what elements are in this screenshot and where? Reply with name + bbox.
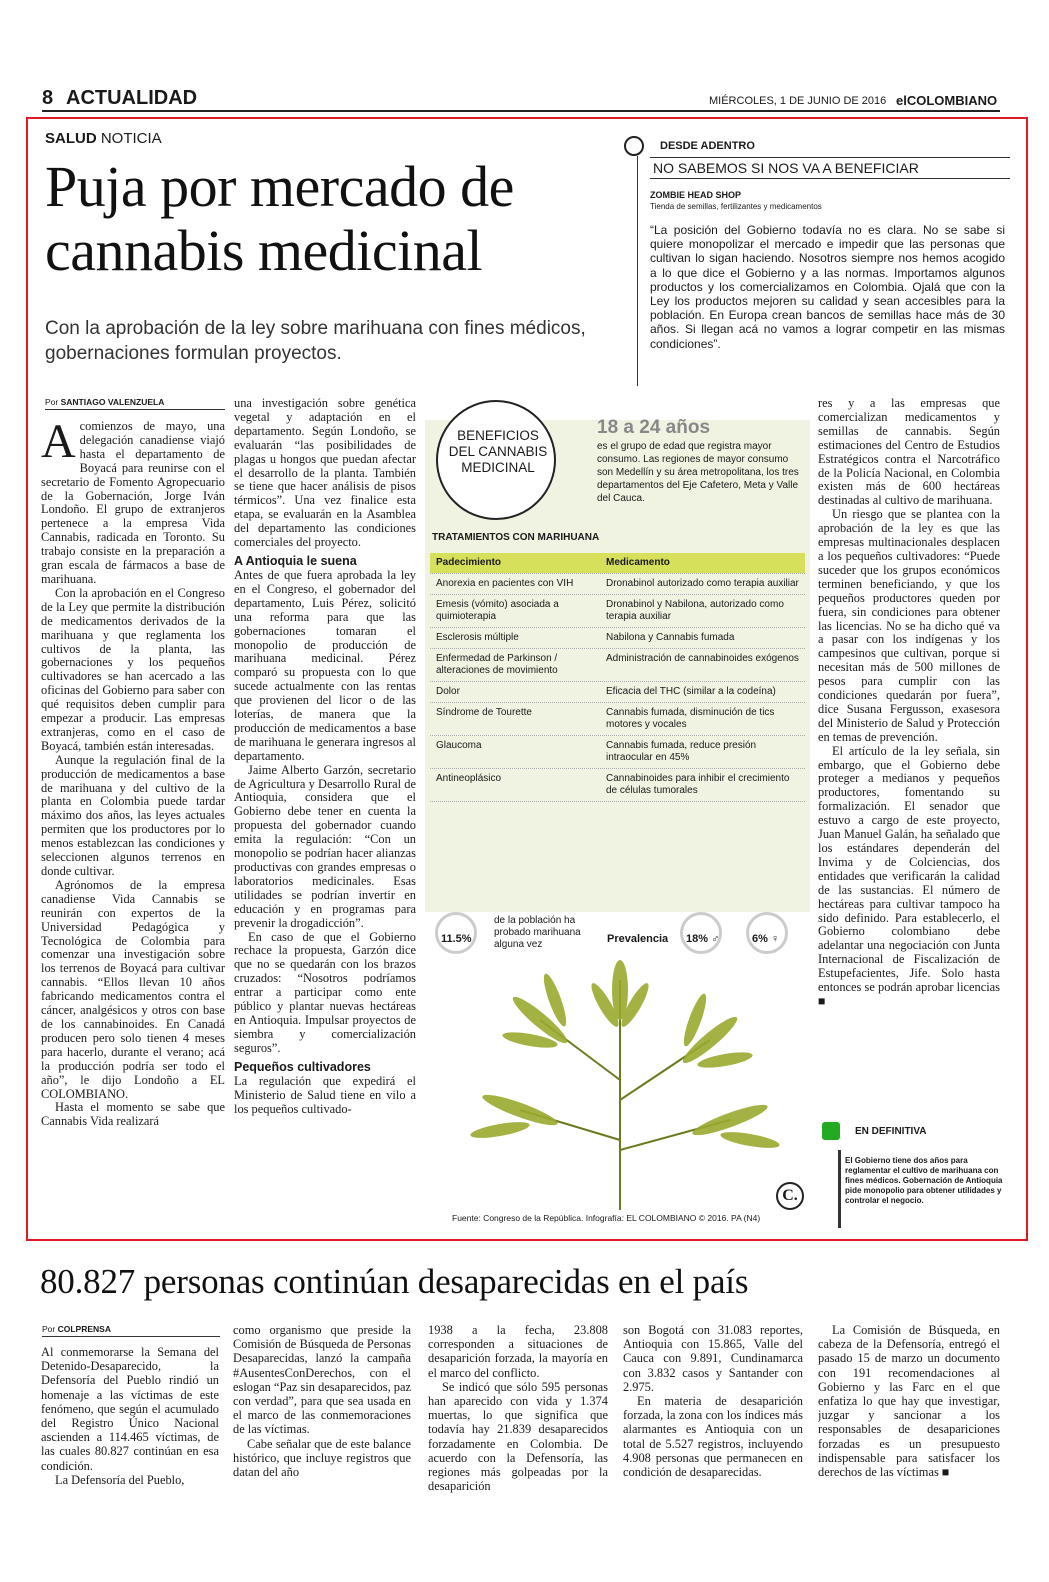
prevalence-female: 6% ♀ (752, 933, 780, 945)
column-header: Padecimiento (430, 553, 600, 573)
kicker-type: NOTICIA (100, 130, 162, 147)
prevalence-male: 18% ♂ (686, 933, 720, 945)
article2-byline (42, 1324, 111, 1334)
summary-icon (822, 1122, 840, 1140)
article-column-2 (234, 397, 416, 1228)
article-byline (45, 397, 164, 407)
treatments-title: TRATAMIENTOS CON MARIHUANA (432, 532, 600, 543)
cannabis-plant-illustration (430, 960, 800, 1210)
age-description: es el grupo de edad que registra mayor consumo. Las regiones de mayor consumo son Medellín y su área metropolitana, los tres departamentos del Eje Cafetero, Meta y Valle del Cauca. (597, 441, 799, 504)
newspaper-brand: elCOLOMBIANO (896, 93, 998, 108)
article-kicker (45, 130, 162, 147)
medication-cell: Cannabis fumada, reduce presión intraocular en 45% (606, 740, 757, 763)
table-row (430, 703, 805, 736)
paragraph: La regulación que expedirá el Ministerio de Salud tiene en vilo a los pequeños cultivado- (234, 1073, 416, 1116)
article-column-4 (818, 397, 1000, 1107)
medication-cell: Administración de cannabinoides exógenos (606, 653, 799, 664)
table-row (430, 574, 805, 595)
sidebar-source-name: ZOMBIE HEAD SHOP (650, 190, 742, 200)
summary-tag: EN DEFINITIVA (855, 1126, 927, 1137)
article2-column-3 (428, 1323, 608, 1515)
edition-date: MIÉRCOLES, 1 DE JUNIO DE 2016 (709, 95, 887, 107)
paragraph: res y a las empresas que comercializan medicamentos y semillas de cannabis. Según estimaciones del Centro de Estudios Estratégicos contra el Narcotráfico de la Policía Nacional, en Colombia existen más de 600 hectáreas destinadas al cultivo de marihuana. (818, 397, 1000, 508)
person-icon (624, 136, 644, 156)
table-row (430, 736, 805, 769)
subhead: A Antioquia le suena (234, 553, 357, 568)
paragraph: Al conmemorarse la Semana del Detenido-Desaparecido, la Defensoría del Pueblo rindió un homenaje a las víctimas de este fenómeno, que según el acumulado del Registro Único Nacional ascienden a 114.465 víctimas, de las cuales 80.827 continúan en esa condición. (41, 1345, 219, 1473)
paragraph: una investigación sobre genética vegetal y adaptación en el departamento. Según Londoño, se evaluarán “las posibilidades de plagas u hongos que puedan afectar el desarrollo de la planta. También se tiene que hacer análisis de pisos térmicos”. Una vez finalice esta etapa, se evaluarán en la Asamblea del departamento las condiciones comerciales del proyecto. (234, 397, 416, 550)
table-row (430, 682, 805, 703)
drop-cap: A (41, 420, 76, 468)
paragraph: 1938 a la fecha, 23.808 corresponden a situaciones de desaparición forzada, la mayoría en el marco del conflicto. (428, 1323, 608, 1380)
prevalence-label: Prevalencia (607, 933, 669, 945)
subhead: Pequeños cultivadores (234, 1059, 371, 1074)
byline-author: COLPRENSA (57, 1324, 111, 1334)
table-header (430, 553, 805, 574)
paragraph: como organismo que preside la Comisión de Búsqueda de Personas Desaparecidas, lanzó la campaña #AusentesConDerechos, con el eslogan “Paz sin desaparecidos, paz con verdad”, para que sea usada en el marco de las conmemoraciones de las víctimas. (233, 1323, 411, 1437)
article2-column-1 (41, 1345, 219, 1515)
kicker-section: SALUD (45, 130, 97, 147)
byline-author: SANTIAGO VALENZUELA (60, 397, 165, 407)
section-name: ACTUALIDAD (66, 87, 198, 109)
article-headline: Puja por mercado de cannabis medicinal (45, 154, 514, 283)
stat-description: de la población ha probado marihuana alguna vez (494, 915, 581, 950)
condition-cell: Emesis (vómito) asociada a quimioterapia (436, 599, 559, 622)
medication-cell: Dronabinol y Nabilona, autorizado como terapia auxiliar (606, 599, 784, 622)
sidebar-rule (637, 156, 638, 386)
paragraph: son Bogotá con 31.083 reportes, Antioquia con 15.865, Valle del Cauca con 9.891, Cundinamarca con 3.832 casos y Santander con 2.975. (623, 1323, 803, 1394)
medication-cell: Cannabinoides para inhibir el crecimiento de células tumorales (606, 773, 790, 796)
paragraph: En caso de que el Gobierno rechace la propuesta, Garzón dice que no se quedarán con los brazos cruzados: “Nosotros podríamos entrar a participar como ente público y plantar nuevas hectáreas en Antioquia. Impulsar proyectos de siembra y comercialización seguros”. (234, 929, 416, 1055)
byline-prefix: Por (42, 1324, 56, 1334)
article-deck: Con la aprobación de la ley sobre marihuana con fines médicos, gobernaciones formulan proyectos. (45, 318, 586, 364)
sidebar-tag: DESDE ADENTRO (660, 140, 755, 152)
page-number: 8 (42, 87, 54, 109)
sidebar-title: NO SABEMOS SI NOS VA A BENEFICIAR (650, 157, 1010, 179)
article-column-1 (41, 420, 225, 1228)
summary-text: El Gobierno tiene dos años para reglamentar el cultivo de marihuana con fines médicos. Gobernación de Antioquia pide monopolio para obtener utilidades y controlar el negocio. (838, 1150, 1018, 1228)
benefits-title: BENEFICIOS DEL CANNABIS MEDICINAL (448, 428, 548, 475)
table-row (430, 595, 805, 628)
paragraph: La Defensoría del Pueblo, (55, 1472, 185, 1487)
table-row (430, 649, 805, 682)
column-header: Medicamento (600, 553, 805, 573)
medication-cell: Nabilona y Cannabis fumada (606, 632, 735, 643)
paragraph: Se indicó que sólo 595 personas han aparecido con vida y 1.374 muertas, lo que significa que todavía hay 21.839 desaparecidos forzadamente en Colombia. De acuerdo con la Defensoría, las regiones más golpeadas por la desaparición (428, 1379, 608, 1494)
condition-cell: Síndrome de Tourette (436, 707, 532, 718)
medication-cell: Eficacia del THC (similar a la codeína) (606, 686, 776, 697)
condition-cell: Esclerosis múltiple (436, 632, 519, 643)
paragraph: Hasta el momento se sabe que Cannabis Vida realizará (41, 1100, 225, 1129)
condition-cell: Glaucoma (436, 740, 482, 751)
paragraph: Antes de que fuera aprobada la ley en el Congreso, el gobernador del departamento, Luis Pérez, solicitó una reforma para que las gobernaciones tomaran el monopolio de producción de marihuana medicinal. Pérez comparó su propuesta con lo que sucede actualmente con las rentas que provienen del licor o de las loterías, de manera que la producción de medicamentos a base de marihuana le generara ingresos al departamento. (234, 567, 416, 763)
paragraph: En materia de desaparición forzada, la zona con los índices más alarmantes es Antioquia con un total de 5.527 registros, incluyendo 4.908 personas que permanecen en condición de desaparecidas. (623, 1394, 803, 1480)
table-row (430, 769, 805, 802)
paragraph: Jaime Alberto Garzón, secretario de Agricultura y Desarrollo Rural de Antioquia, considera que el Gobierno debe tener en cuenta la propuesta del gobernador cuando emita la regulación: “Con un monopolio se podrían hacer alianzas productivas con grandes empresas o laboratorios medicinales. Esas utilidades se podrían invertir en educación y en programas para prevenir la drogadicción”. (234, 762, 416, 930)
paragraph: Aunque la regulación final de la producción de medicamentos a base de marihuana y del cultivo de la planta en Colombia puede tardar máximo dos años, las leyes actuales permiten que los productores por lo menos establezcan las condiciones y seleccionen algunos terrenos en donde cultivar. (41, 752, 225, 878)
sidebar-quote: “La posición del Gobierno todavía no es clara. No se sabe si quiere monopolizar el mercado e impedir que las personas que cultivan lo sigan haciendo. Nosotros siempre nos hemos acogido a lo que dice el Gobierno y a las normas. Importamos algunos productos y los comercializamos en Colombia. Ojalá que con la Ley los productos mejoren su calidad y sean accesibles para la población. En Europa crean bancos de semillas hace más de 30 años. Si llegan acá no vamos a lograr competir en las mismas condiciones”. (650, 223, 1005, 351)
table-row (430, 628, 805, 649)
article2-column-4 (623, 1323, 803, 1515)
byline-rule (42, 1336, 220, 1337)
medication-cell: Cannabis fumada, disminución de tics motores y vocales (606, 707, 775, 730)
paragraph: Acomienzos de mayo, una delegación canadiense viajó hasta el departamento de Boyacá para reunirse con el secretario de Fomento Agropecuario de la Gobernación, Jorge Iván Londoño. El grupo de extranjeros pertenece a la empresa Vida Cannabis, radicada en Toronto. Su trabajo consiste en la preparación a gran escala de fármacos a base de marihuana. (41, 420, 225, 586)
condition-cell: Enfermedad de Parkinson / alteraciones de movimiento (436, 653, 558, 676)
medication-cell: Dronabinol autorizado como terapia auxiliar (606, 578, 799, 589)
article2-column-2 (233, 1323, 411, 1515)
paragraph: Un riesgo que se plantea con la aprobación de la ley es que las empresas multinacionales desplacen a los pequeños cultivadores: “Puede suceder que los grupos económicos terminen beneficiando, y que los pequeños productores queden por fuera, sin condiciones para obtener las licencias. No se ha dicho qué va a pasar con los indígenas y los campesinos que cultivan, porque si necesitan más de 500 millones de pesos para cumplir con las condiciones quedarán por fuera”, dice Susana Fergusson, exasesora del Ministerio de Salud y Protección en temas de prevención. (818, 507, 1000, 744)
paragraph: Cabe señalar que de este balance histórico, que incluye registros que datan del año (233, 1436, 411, 1480)
article2-headline: 80.827 personas continúan desaparecidas en el país (40, 1262, 749, 1301)
paragraph: Agrónomos de la empresa canadiense Vida Cannabis se reunirán con expertos de la Universidad Pedagógica y Tecnológica de Colombia para comenzar una investigación sobre los terrenos de Boyacá para cultivar cannabis. “Ellos llevan 10 años fabricando medicamentos contra el cáncer, analgésicos y otros con base de los cannabinoides. En Canadá producen pero solo tienen 4 meses para hacerlo, durante el verano; acá la producción podría ser todo el año”, le dijo Londoño a EL COLOMBIANO. (41, 877, 225, 1101)
treatments-table (430, 553, 805, 802)
condition-cell: Anorexia en pacientes con VIH (436, 578, 574, 589)
condition-cell: Antineoplásico (436, 773, 502, 784)
infographic-source: Fuente: Congreso de la República. Infografía: EL COLOMBIANO © 2016. PA (N4) (452, 1213, 761, 1223)
condition-cell: Dolor (436, 686, 460, 697)
paragraph: El artículo de la ley señala, sin embargo, que el Gobierno debe proteger a medianos y pequeños productores, fomentando su formalización. El senador que estuvo a cargo de este proyecto, Juan Manuel Galán, ha señalado que los estándares dependerán del Invima y de Colciencias, dos entidades que verificarán la calidad de las sustancias. El número de hectáreas para cultivar tampoco ha sido definido. Para establecerlo, el Gobierno colombiano debe adelantar una negociación con Junta Internacional de Fiscalización de Estupefacientes, Jife. Solo hasta entonces se podrán aprobar licencias ■ (818, 743, 1000, 1008)
age-range: 18 a 24 años (597, 417, 711, 438)
byline-prefix: Por (45, 397, 59, 407)
stat-percentage: 11.5% (441, 933, 472, 945)
newspaper-logo-icon: C. (776, 1182, 804, 1210)
article2-column-5 (818, 1323, 1000, 1515)
table-body (430, 574, 805, 802)
paragraph: Con la aprobación en el Congreso de la Ley que permite la distribución de medicamentos derivados de la marihuana y que reglamenta los cultivos de la planta, las gobernaciones y los pequeños cultivadores se han acercado a las oficinas del Gobierno para saber con qué requisitos deben cumplir para empezar a producir. Las empresas extranjeras, como en el caso de Boyacá, también están interesadas. (41, 585, 225, 753)
paragraph: La Comisión de Búsqueda, en cabeza de la Defensoría, entregó el pasado 15 de marzo un documento con 191 recomendaciones al Gobierno y las Farc en el que enfatiza lo que hay que investigar, juzgar y sancionar a los responsables de desapariciones forzadas es un presupuesto indispensable para satisfacer los derechos de las víctimas ■ (818, 1323, 1000, 1480)
sidebar-source-description: Tienda de semillas, fertilizantes y medicamentos (650, 202, 822, 211)
byline-rule (45, 409, 225, 410)
